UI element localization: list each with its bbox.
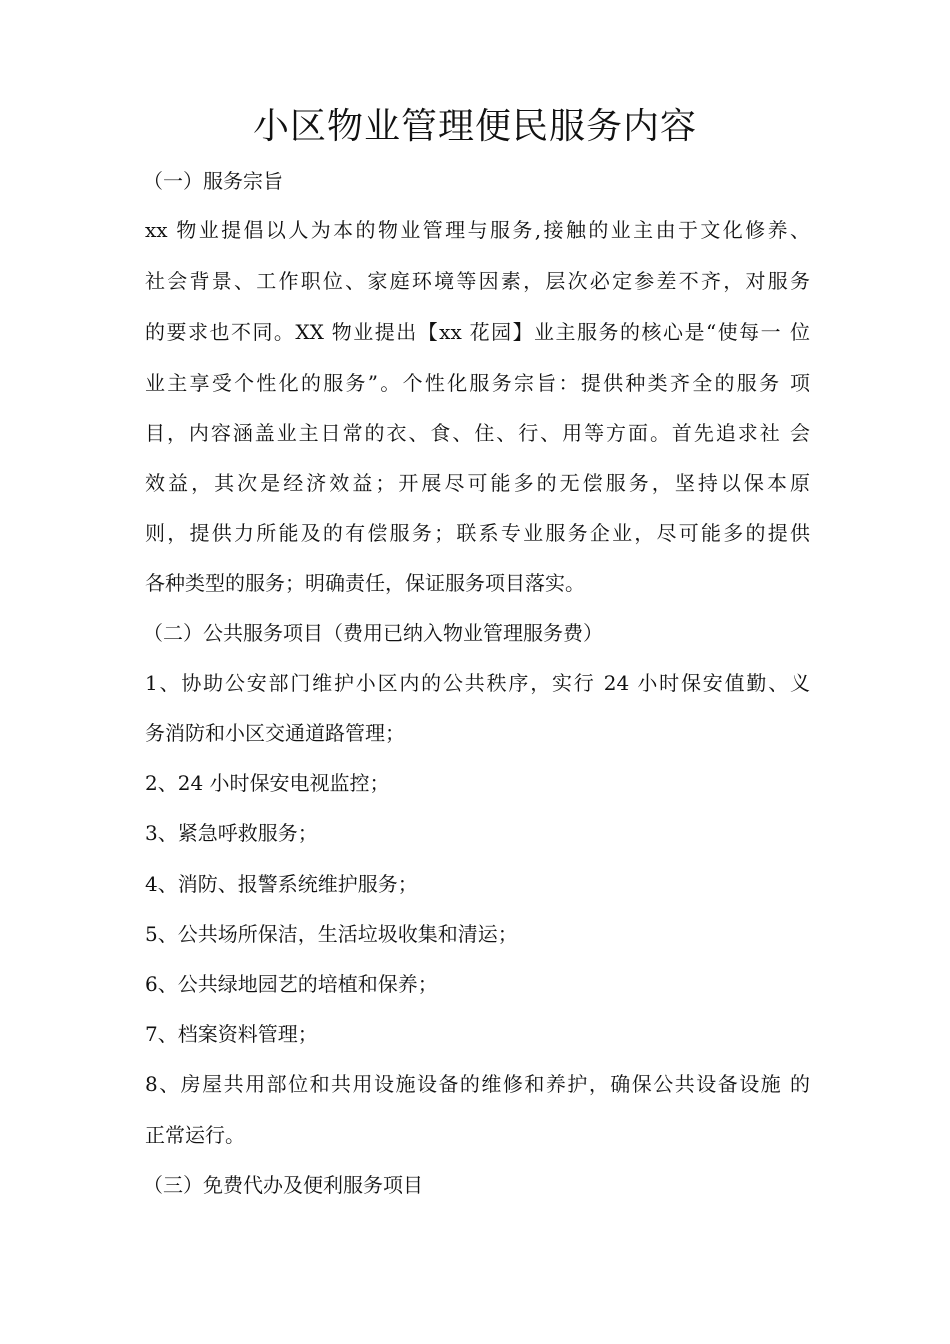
paragraph-line: 业主享受个性化的服务”。个性化服务宗旨：提供种类齐全的服务 项 (145, 371, 810, 395)
paragraph-line: 各种类型的服务；明确责任，保证服务项目落实。 (145, 571, 585, 595)
list-item: 8、房屋共用部位和共用设施设备的维修和养护，确保公共设备设施 的 (145, 1072, 810, 1096)
list-item: 6、公共绿地园艺的培植和保养； (145, 972, 438, 996)
paragraph-line: 社会背景、工作职位、家庭环境等因素，层次必定参差不齐，对服务 (145, 269, 810, 293)
list-item-continued: 务消防和小区交通道路管理； (145, 721, 405, 745)
list-item-continued: 正常运行。 (145, 1123, 245, 1147)
paragraph-line: xx 物业提倡以人为本的物业管理与服务,接触的业主由于文化修养、 (145, 218, 810, 242)
paragraph-line: 效益，其次是经济效益；开展尽可能多的无偿服务，坚持以保本原 (145, 471, 810, 495)
paragraph-line: 目，内容涵盖业主日常的衣、食、住、行、用等方面。首先追求社 会 (145, 421, 810, 445)
list-item: 5、公共场所保洁，生活垃圾收集和清运； (145, 922, 518, 946)
list-item: 7、档案资料管理； (145, 1022, 318, 1046)
section-heading-free-services: （三）免费代办及便利服务项目 (143, 1173, 423, 1197)
list-item: 3、紧急呼救服务； (145, 821, 318, 845)
paragraph-line: 则，提供力所能及的有偿服务；联系专业服务企业，尽可能多的提供 (145, 521, 810, 545)
list-item: 1、协助公安部门维护小区内的公共秩序，实行 24 小时保安值勤、义 (145, 671, 810, 695)
section-heading-purpose: （一）服务宗旨 (143, 169, 283, 193)
page-title: 小区物业管理便民服务内容 (252, 106, 697, 147)
section-heading-public-services: （二）公共服务项目（费用已纳入物业管理服务费） (143, 621, 603, 645)
paragraph-line: 的要求也不同。XX 物业提出【xx 花园】业主服务的核心是“使每一 位 (145, 320, 810, 344)
list-item: 2、24 小时保安电视监控； (145, 771, 390, 795)
list-item: 4、消防、报警系统维护服务； (145, 872, 418, 896)
